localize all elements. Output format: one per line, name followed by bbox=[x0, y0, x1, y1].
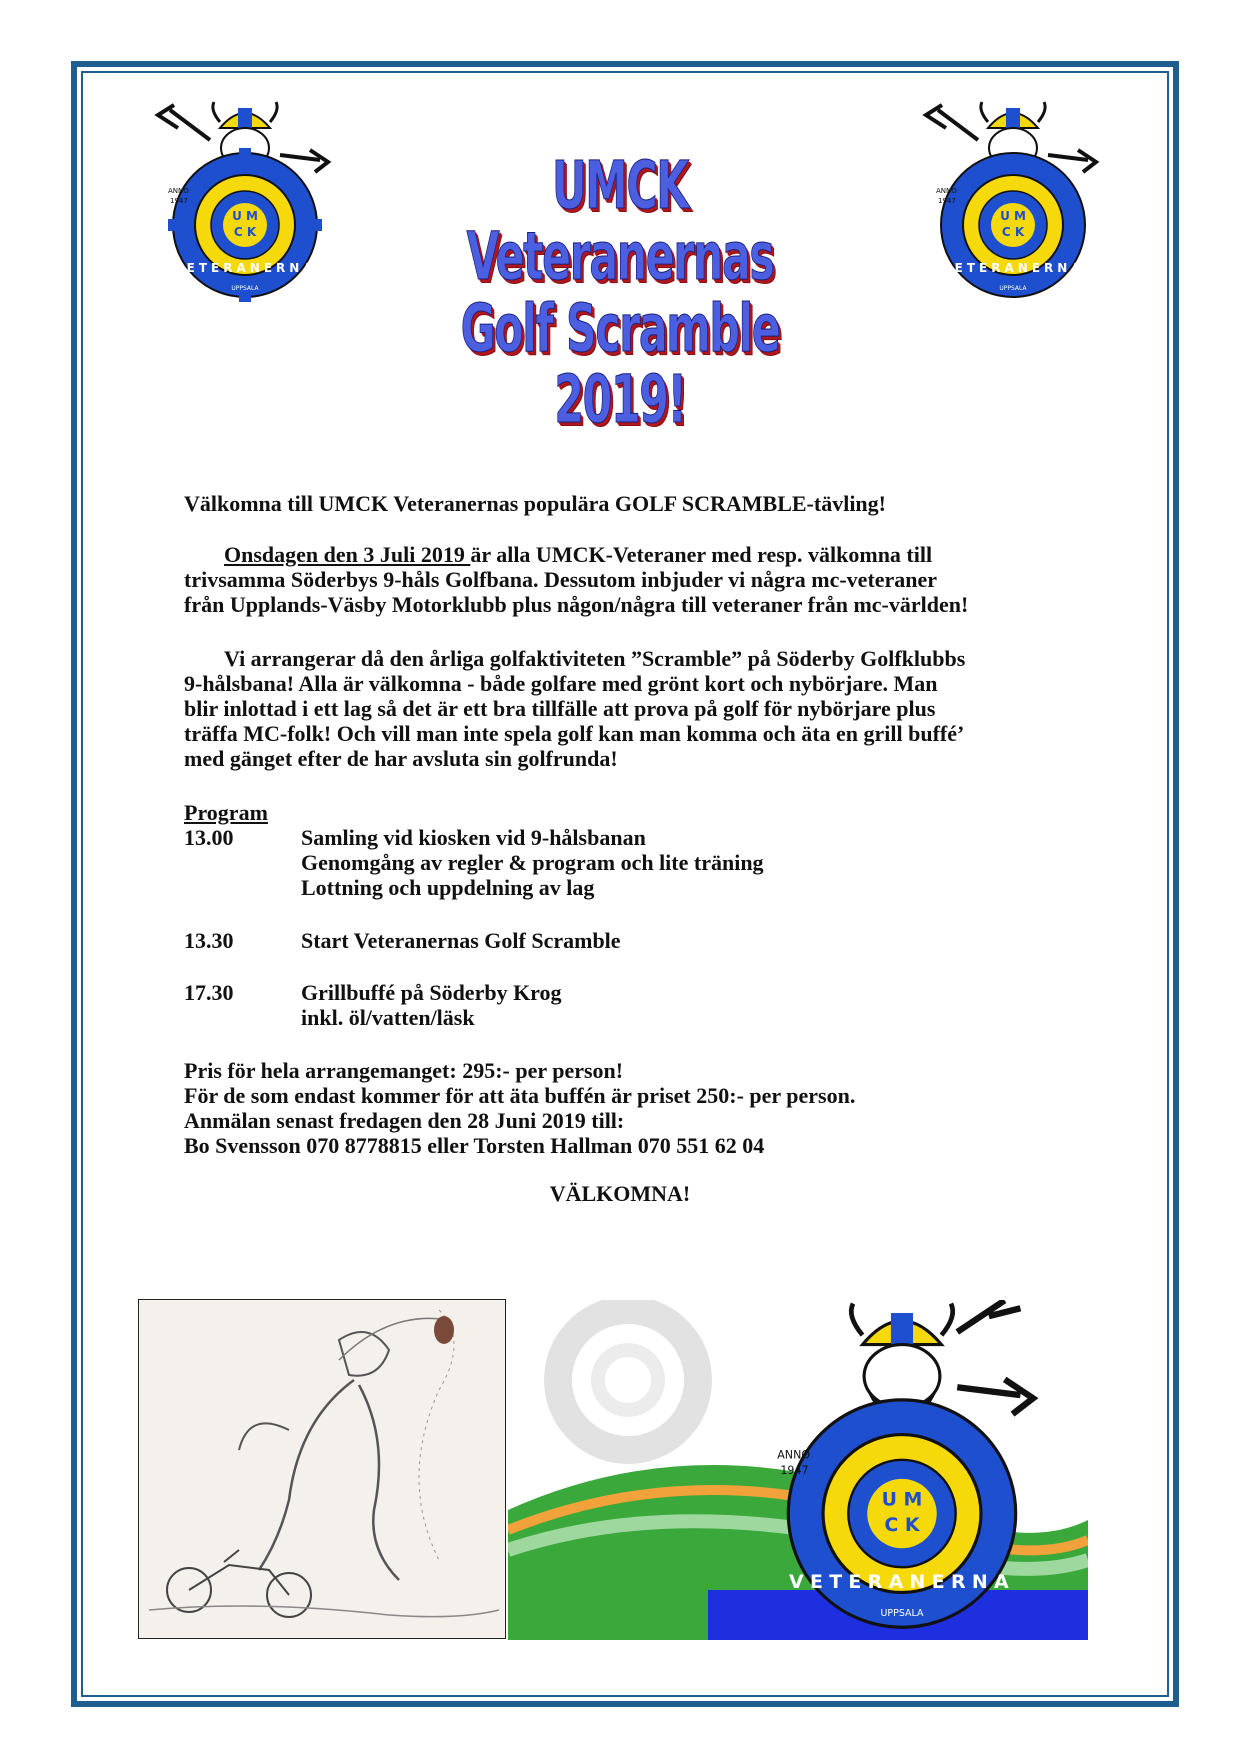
svg-text:UPPSALA: UPPSALA bbox=[999, 285, 1027, 292]
svg-text:C K: C K bbox=[884, 1513, 920, 1536]
svg-text:C K: C K bbox=[233, 225, 257, 239]
svg-text:UPPSALA: UPPSALA bbox=[880, 1608, 924, 1620]
description-paragraph: Vi arrangerar då den årliga golfaktiviteten ”Scramble” på Söderby Golfklubbs 9-hålsbana! Alla är välkomna - både golfare med grönt kort och nybörjare. Man blir inlottad i ett lag så det är ett bra tillfälle att prova på golf för nybörjare plus träffa MC-folk! Och vill man inte spela golf kan man komma och äta en grill buffé’ med gänget efter de har avsluta sin golfrunda! bbox=[184, 646, 966, 771]
program-time: 17.30 bbox=[184, 980, 234, 1005]
price-info: Pris för hela arrangemanget: 295:- per person! För de som endast kommer för att äta buffén är priset 250:- per person. Anmälan senast fredagen den 28 Juni 2019 till: Bo Svensson 070 8778815 eller Torsten Hallman 070 551 62 04 bbox=[184, 1058, 1084, 1158]
svg-text:VETERANERNA: VETERANERNA bbox=[173, 261, 317, 275]
svg-text:C K: C K bbox=[1001, 225, 1025, 239]
contact-line: Bo Svensson 070 8778815 eller Torsten Hallman 070 551 62 04 bbox=[184, 1133, 765, 1158]
svg-text:1947: 1947 bbox=[170, 197, 188, 205]
svg-text:U M: U M bbox=[232, 209, 258, 223]
golfer-sketch-image bbox=[138, 1299, 506, 1639]
svg-text:U M: U M bbox=[881, 1488, 923, 1511]
svg-text:ANNO: ANNO bbox=[168, 187, 189, 195]
program-time: 13.30 bbox=[184, 928, 234, 953]
umck-logo-right bbox=[918, 100, 1108, 305]
title-line-3: Golf Scramble 2019! bbox=[460, 289, 780, 438]
svg-text:U M: U M bbox=[1000, 209, 1026, 223]
title-line-1: UMCK bbox=[551, 147, 689, 224]
welcome-line: Välkomna till UMCK Veteranernas populära GOLF SCRAMBLE-tävling! bbox=[184, 491, 886, 516]
svg-text:UPPSALA: UPPSALA bbox=[231, 285, 259, 292]
svg-text:ANNO: ANNO bbox=[777, 1448, 811, 1462]
program-time: 13.00 bbox=[184, 825, 234, 850]
svg-text:VETERANERNA: VETERANERNA bbox=[941, 261, 1085, 275]
intro-paragraph: Onsdagen den 3 Juli 2019 är alla UMCK-Veteraner med resp. välkomna till trivsamma Söderbys 9-håls Golfbana. Dessutom inbjuder vi några mc-veteraner från Upplands-Väsby Motorklubb plus någon/några till veteraner från mc-världen! bbox=[184, 542, 969, 617]
svg-text:1947: 1947 bbox=[780, 1464, 809, 1478]
event-title bbox=[300, 147, 940, 438]
closing-greeting: VÄLKOMNA! bbox=[549, 1181, 691, 1206]
title-line-2: Veteranernas bbox=[466, 218, 774, 296]
program-heading: Program bbox=[184, 800, 268, 825]
svg-text:ANNO: ANNO bbox=[936, 187, 957, 195]
golfer-illustration-icon bbox=[139, 1300, 505, 1638]
umck-logo-large bbox=[752, 1300, 1052, 1650]
svg-text:1947: 1947 bbox=[938, 197, 956, 205]
svg-text:VETERANERNA: VETERANERNA bbox=[788, 1570, 1016, 1593]
event-date: Onsdagen den 3 Juli 2019 bbox=[224, 542, 471, 567]
